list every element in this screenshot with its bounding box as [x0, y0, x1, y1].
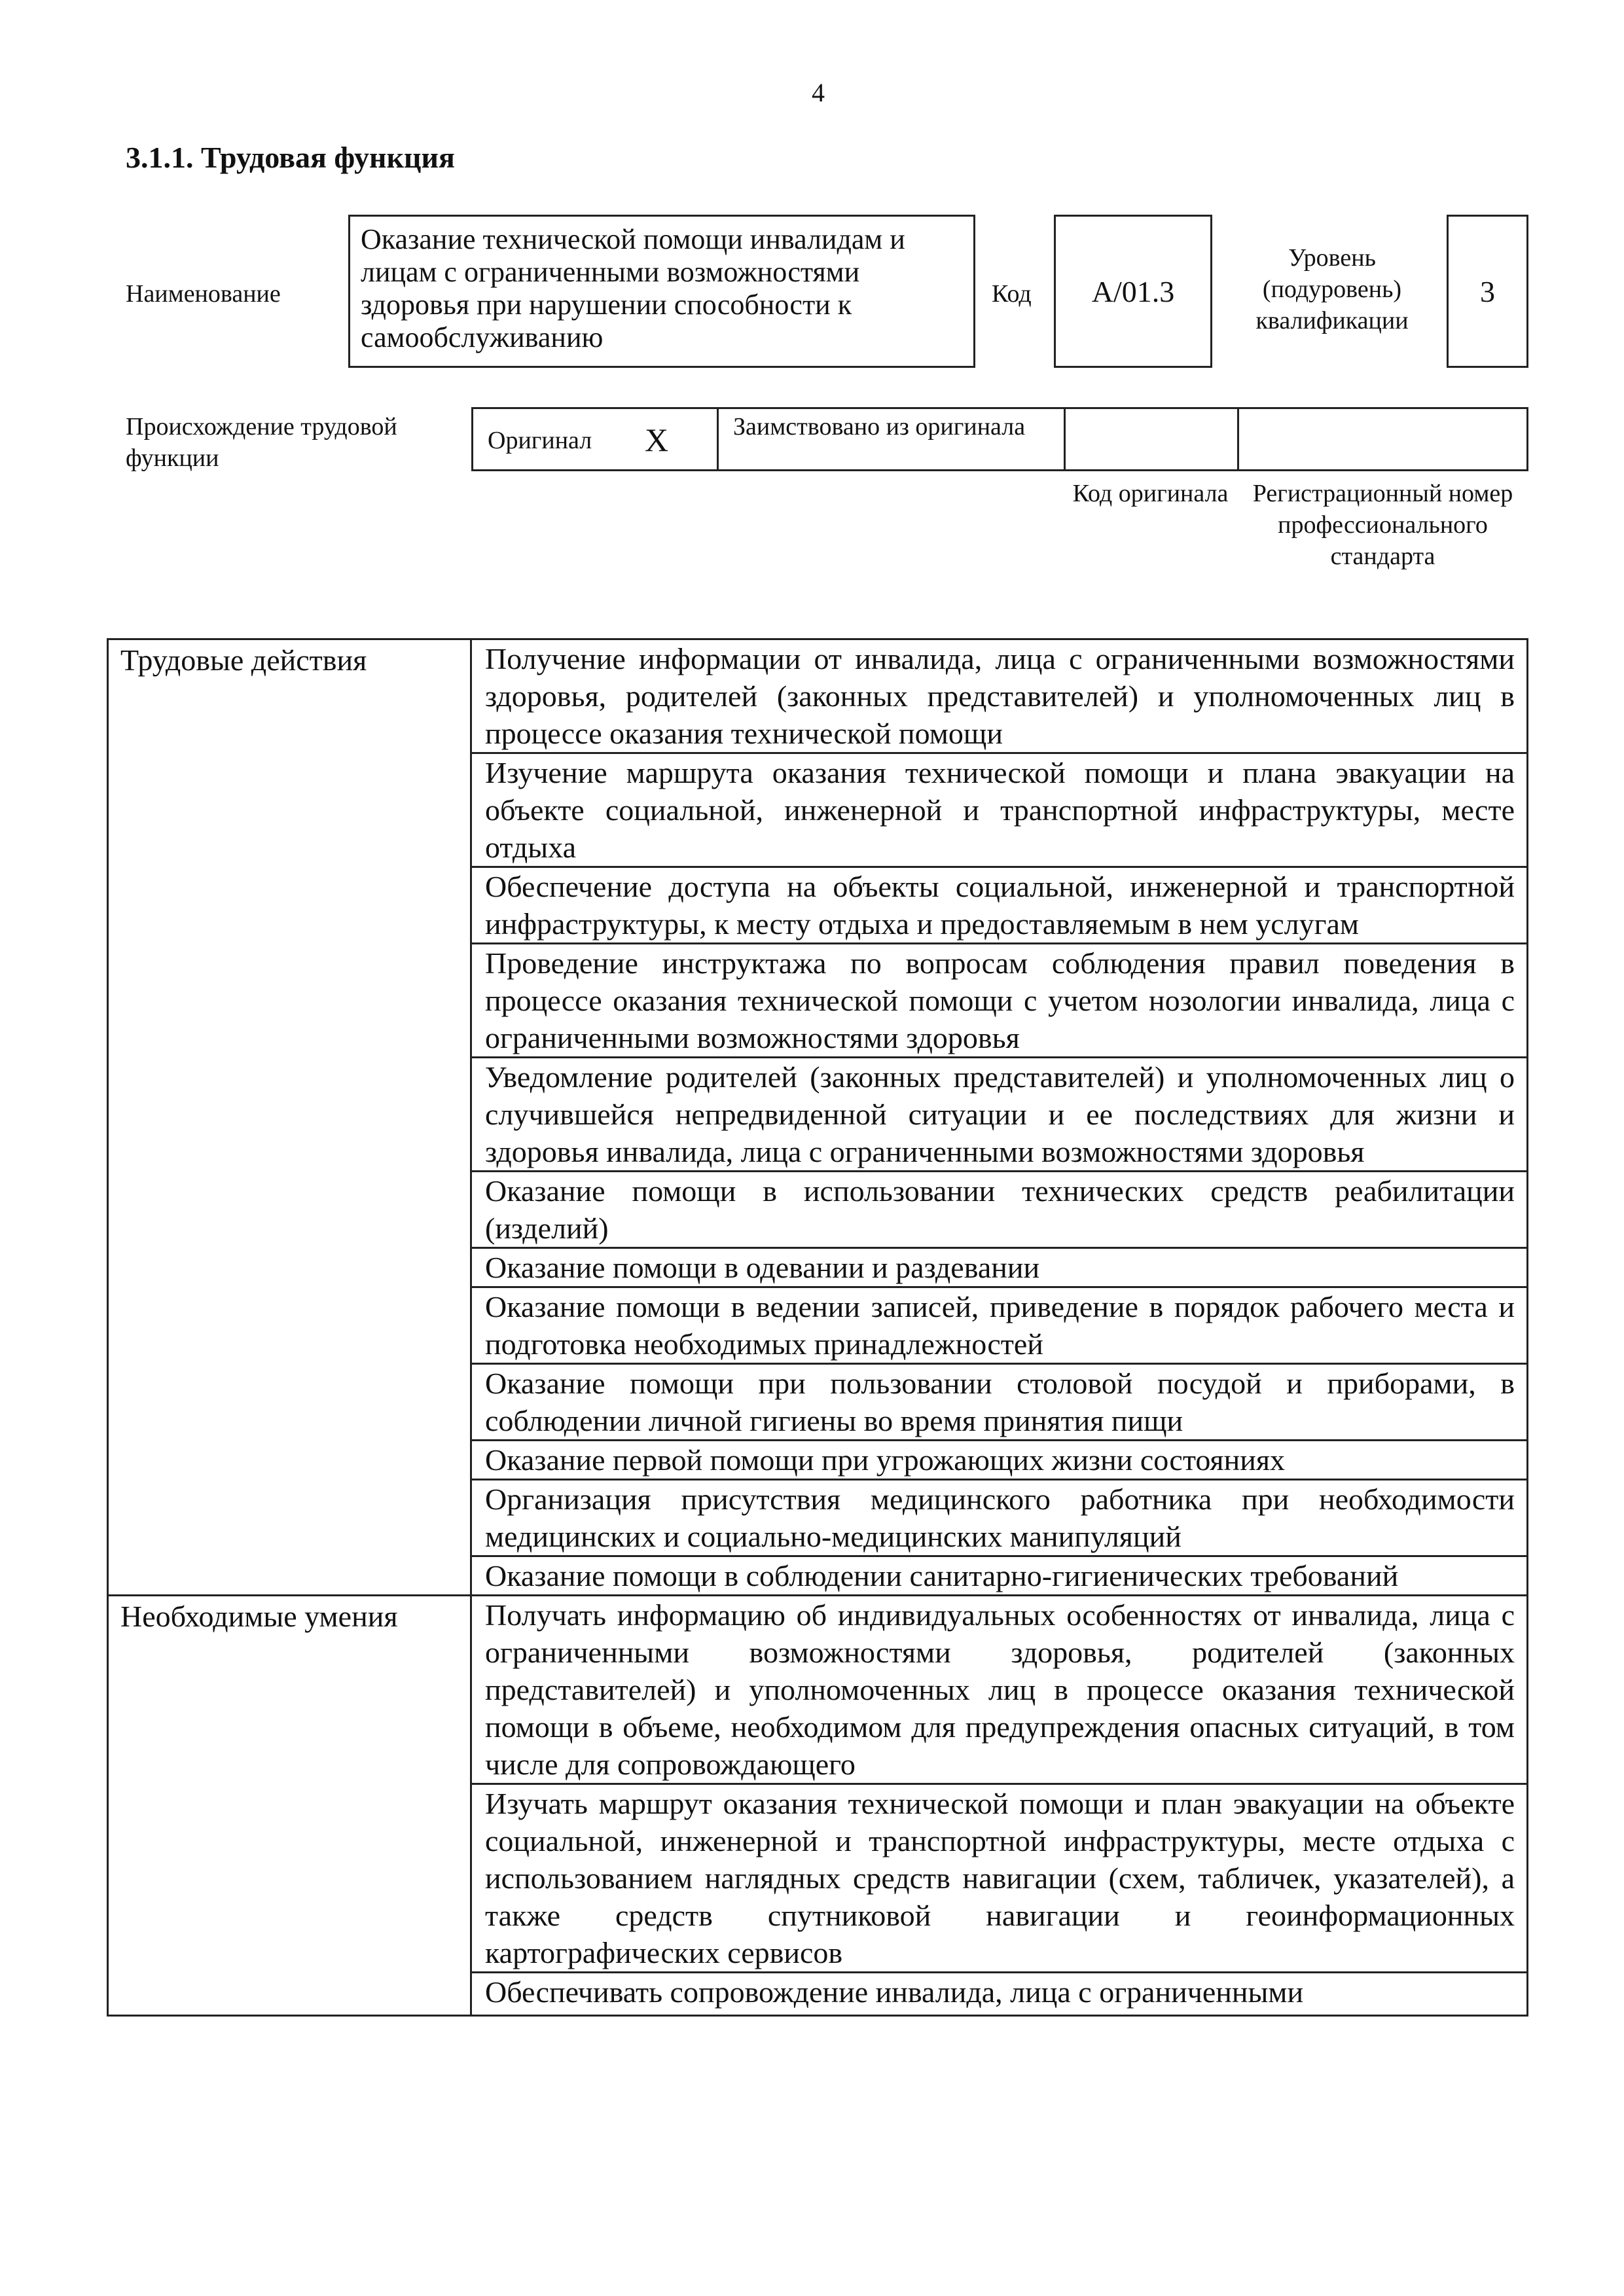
qualification-level-box: 3 [1447, 215, 1528, 368]
borrowed-cell: Заимствовано из оригинала [719, 409, 1066, 469]
code-label: Код [992, 280, 1032, 308]
function-table [107, 638, 1528, 2017]
page-number: 4 [812, 78, 825, 107]
category-cell: Необходимые умения [108, 1596, 471, 2016]
category-cell: Трудовые действия [108, 639, 471, 1596]
table-cell-truncated [471, 1973, 1528, 2016]
qualification-level-label: Уровень (подуровень) квалификации [1255, 244, 1409, 334]
original-cell [473, 409, 719, 469]
table-cell: Оказание помощи при пользовании столовой посудой и приборами, в соблюдении личной гигиены во время принятия пищи [471, 1364, 1528, 1441]
table-cell: Проведение инструктажа по вопросам соблюдения правил поведения в процессе оказания технической помощи с учетом нозологии инвалида, лица с ограниченными возможностями здоровья [471, 944, 1528, 1058]
table-row [108, 1596, 1528, 1784]
table-cell: Обеспечение доступа на объекты социальной, инженерной и транспортной инфраструктуры, к месту отдыха и предоставляемым в нем услугам [471, 867, 1528, 944]
name-label: Наименование [126, 280, 281, 308]
original-label: Оригинал [488, 427, 592, 454]
original-mark: X [645, 422, 669, 458]
table-cell: Организация присутствия медицинского работника при необходимости медицинских и социально-медицинских манипуляций [471, 1480, 1528, 1556]
table-cell: Изучение маршрута оказания технической помощи и плана эвакуации на объекте социальной, инженерной и транспортной инфраструктуры, месте отдыха [471, 753, 1528, 867]
table-cell: Оказание первой помощи при угрожающих жизни состояниях [471, 1441, 1528, 1480]
table-cell-text: Обеспечивать сопровождение инвалида, лица с ограниченными [485, 1975, 1304, 2009]
table-cell: Оказание помощи в соблюдении санитарно-гигиенических требований [471, 1556, 1528, 1596]
function-name-box: Оказание технической помощи инвалидам и лицам с ограниченными возможностями здоровья при нарушении способности к самообслуживанию [348, 215, 975, 368]
reg-number-cell [1239, 409, 1526, 469]
table-cell: Оказание помощи в одевании и раздевании [471, 1248, 1528, 1287]
table-cell: Получение информации от инвалида, лица с ограниченными возможностями здоровья, родителей (законных представителей) и уполномоченных лиц в процессе оказания технической помощи [471, 639, 1528, 753]
function-code-box: A/01.3 [1054, 215, 1212, 368]
origin-row [471, 407, 1528, 471]
table-cell: Изучать маршрут оказания технической помощи и план эвакуации на объекте социальной, инженерной и транспортной инфраструктуры, месте отдыха с использованием наглядных средств навигации (схем, табличек, указателей), а также средств спутниковой навигации и геоинформационных картографических сервисов [471, 1784, 1528, 1973]
code-original-cell [1066, 409, 1239, 469]
table-cell: Уведомление родителей (законных представителей) и уполномоченных лиц о случившейся непредвиденной ситуации и ее последствиях для жизни и здоровья инвалида, лица с ограниченными возможностями здоровья [471, 1058, 1528, 1172]
table-cell: Оказание помощи в ведении записей, приведение в порядок рабочего места и подготовка необходимых принадлежностей [471, 1287, 1528, 1364]
table-row [108, 639, 1528, 753]
reg-number-label: Регистрационный номер профессионального стандарта [1252, 480, 1513, 570]
section-title: 3.1.1. Трудовая функция [126, 141, 455, 174]
code-original-label: Код оригинала [1072, 480, 1229, 507]
table-cell: Получать информацию об индивидуальных особенностях от инвалида, лица с ограниченными возможностями здоровья, родителей (законных представителей) и уполномоченных лиц в процессе оказания технической помощи в объеме, необходимом для предупреждения опасных ситуаций, в том числе для сопровождающего [471, 1596, 1528, 1784]
table-cell: Оказание помощи в использовании технических средств реабилитации (изделий) [471, 1172, 1528, 1248]
origin-label: Происхождение трудовой функции [126, 413, 397, 472]
